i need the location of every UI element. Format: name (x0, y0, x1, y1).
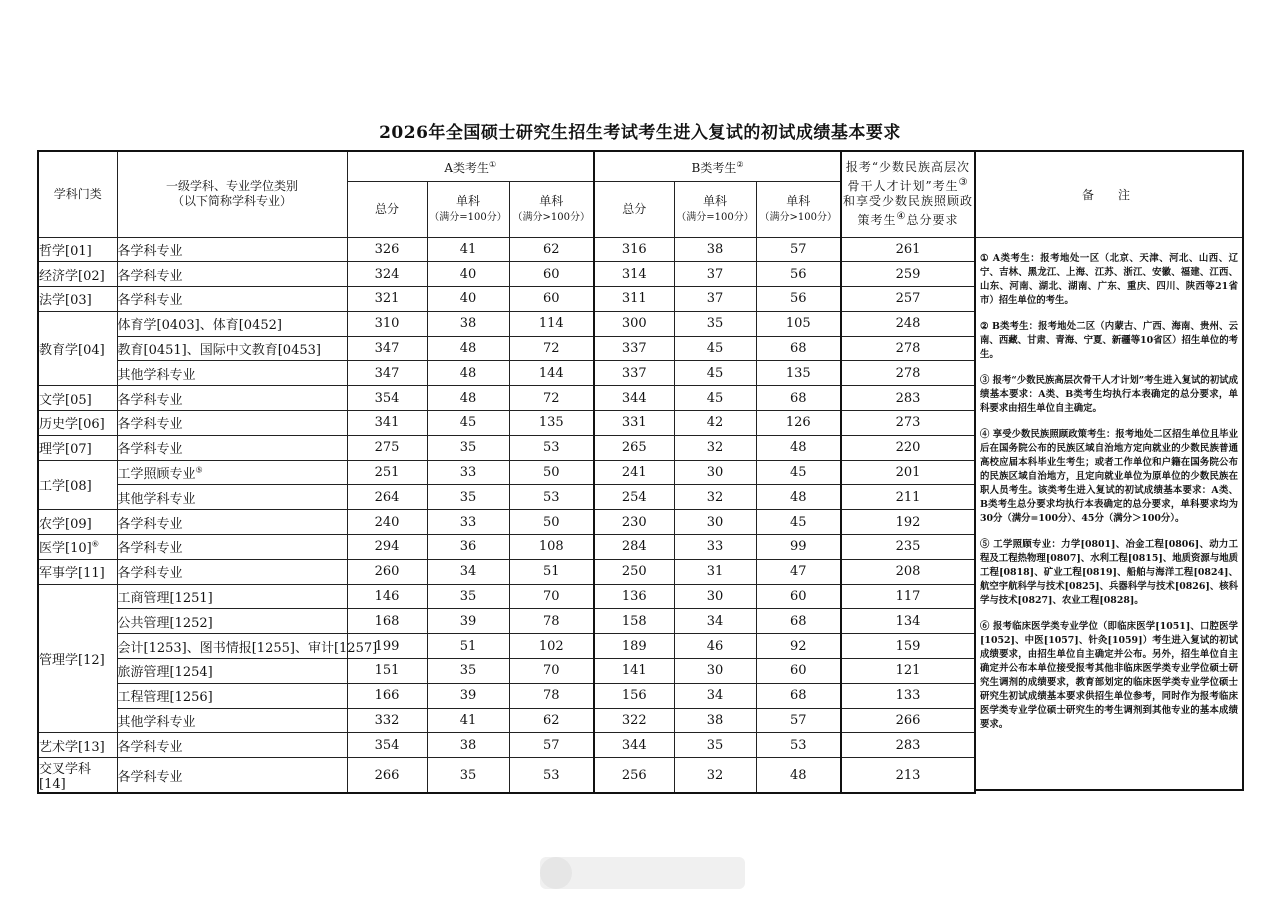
b-total-cell: 241 (594, 460, 674, 485)
a-single-100-cell: 40 (427, 262, 509, 287)
a-single-gt100-cell: 135 (509, 411, 594, 436)
a-single-gt100-cell: 144 (509, 361, 594, 386)
a-single-gt100-cell: 53 (509, 758, 594, 794)
a-total-cell: 168 (347, 609, 427, 634)
a-total-cell: 341 (347, 411, 427, 436)
b-single-100-cell: 30 (674, 460, 756, 485)
discipline-cell: 各学科专业 (117, 758, 347, 794)
a-single-gt100-cell: 62 (509, 708, 594, 733)
minority-total-cell: 283 (841, 386, 975, 411)
header-a-total: 总分 (347, 181, 427, 237)
discipline-cell: 各学科专业 (117, 559, 347, 584)
discipline-cell: 旅游管理[1254] (117, 659, 347, 684)
a-total-cell: 260 (347, 559, 427, 584)
footer-pill-icon (540, 857, 572, 889)
table-row (38, 510, 975, 535)
a-single-gt100-cell: 51 (509, 559, 594, 584)
table-row (38, 336, 975, 361)
note-6: ⑥ 报考临床医学类专业学位（即临床医学[1051]、口腔医学[1052]、中医[1057]、针灸[1059]）考生进入复试的初试成绩要求，由招生单位自主确定并公布。另外，招生单位自主确定并公布本单位接受报考其他非临床医学类专业学位硕士研究生调剂的成绩要求，教育部划定的临床医学类专业学位硕士研究生初试成绩基本要求供招生单位参考，同时作为报考临床医学类专业学位硕士研究生的考生调剂到其他专业的基本成绩要求。 (980, 621, 1238, 730)
a-single-100-cell: 35 (427, 758, 509, 794)
b-total-cell: 316 (594, 237, 674, 262)
minority-total-cell: 159 (841, 634, 975, 659)
a-single-gt100-cell: 57 (509, 733, 594, 758)
a-single-gt100-cell: 62 (509, 237, 594, 262)
a-single-100-cell: 36 (427, 535, 509, 560)
a-total-cell: 347 (347, 336, 427, 361)
b-single-100-cell: 45 (674, 361, 756, 386)
b-total-cell: 136 (594, 584, 674, 609)
b-single-gt100-cell: 48 (756, 485, 841, 510)
minority-total-cell: 259 (841, 262, 975, 287)
b-single-100-cell: 38 (674, 237, 756, 262)
table-row (38, 237, 975, 262)
discipline-cell: 工程管理[1256] (117, 683, 347, 708)
b-single-100-cell: 34 (674, 609, 756, 634)
a-total-cell: 264 (347, 485, 427, 510)
minority-total-cell: 134 (841, 609, 975, 634)
a-single-100-cell: 35 (427, 435, 509, 460)
a-total-cell: 251 (347, 460, 427, 485)
b-single-gt100-cell: 68 (756, 386, 841, 411)
table-row (38, 386, 975, 411)
header-category: 学科门类 (38, 151, 117, 237)
a-single-gt100-cell: 60 (509, 262, 594, 287)
b-single-100-cell: 38 (674, 708, 756, 733)
a-total-cell: 347 (347, 361, 427, 386)
b-single-gt100-cell: 48 (756, 758, 841, 794)
b-total-cell: 256 (594, 758, 674, 794)
category-cell: 医学[10]⑥ (38, 535, 117, 560)
b-total-cell: 284 (594, 535, 674, 560)
b-single-100-cell: 35 (674, 311, 756, 336)
table-row (38, 311, 975, 336)
a-single-gt100-cell: 60 (509, 287, 594, 312)
category-cell: 经济学[02] (38, 262, 117, 287)
minority-total-cell: 248 (841, 311, 975, 336)
category-cell: 文学[05] (38, 386, 117, 411)
header-b-single-gt100: 单科 （满分>100分） (756, 181, 841, 237)
minority-total-cell: 208 (841, 559, 975, 584)
table-row (38, 584, 975, 609)
a-single-100-cell: 51 (427, 634, 509, 659)
minority-total-cell: 278 (841, 361, 975, 386)
b-single-gt100-cell: 135 (756, 361, 841, 386)
discipline-cell: 各学科专业 (117, 386, 347, 411)
a-total-cell: 332 (347, 708, 427, 733)
a-single-gt100-cell: 72 (509, 386, 594, 411)
table-row (38, 262, 975, 287)
b-single-gt100-cell: 56 (756, 287, 841, 312)
discipline-cell: 各学科专业 (117, 237, 347, 262)
a-single-100-cell: 39 (427, 609, 509, 634)
a-single-gt100-cell: 70 (509, 659, 594, 684)
a-total-cell: 354 (347, 386, 427, 411)
minority-total-cell: 261 (841, 237, 975, 262)
b-single-100-cell: 33 (674, 535, 756, 560)
b-single-gt100-cell: 47 (756, 559, 841, 584)
a-single-100-cell: 33 (427, 460, 509, 485)
a-total-cell: 240 (347, 510, 427, 535)
minority-total-cell: 213 (841, 758, 975, 794)
a-single-gt100-cell: 50 (509, 510, 594, 535)
a-single-gt100-cell: 50 (509, 460, 594, 485)
b-single-gt100-cell: 57 (756, 237, 841, 262)
note-4: ④ 享受少数民族照顾政策考生：报考地处二区招生单位且毕业后在国务院公布的民族区域自治地方定向就业的少数民族普通高校应届本科毕业生考生；或者工作单位和户籍在国务院公布的民族区域自治地方，且定向就业单位为原单位的少数民族在职人员考生。该类考生进入复试的初试成绩基本要求：A类、B类考生总分要求均执行本表确定的总分要求，单科要求均为30分（满分=100分）、45分（满分＞100分）。 (980, 429, 1238, 524)
b-single-100-cell: 32 (674, 485, 756, 510)
table-row (38, 287, 975, 312)
b-single-100-cell: 32 (674, 435, 756, 460)
a-single-gt100-cell: 53 (509, 435, 594, 460)
minority-total-cell: 257 (841, 287, 975, 312)
a-single-100-cell: 35 (427, 485, 509, 510)
b-single-gt100-cell: 60 (756, 584, 841, 609)
table-row (38, 683, 975, 708)
b-single-gt100-cell: 92 (756, 634, 841, 659)
a-single-100-cell: 35 (427, 584, 509, 609)
b-single-gt100-cell: 45 (756, 460, 841, 485)
b-single-100-cell: 35 (674, 733, 756, 758)
b-total-cell: 337 (594, 336, 674, 361)
b-total-cell: 314 (594, 262, 674, 287)
header-b-single-100: 单科 （满分=100分） (674, 181, 756, 237)
b-single-100-cell: 37 (674, 262, 756, 287)
b-single-100-cell: 45 (674, 386, 756, 411)
a-single-100-cell: 33 (427, 510, 509, 535)
a-single-100-cell: 35 (427, 659, 509, 684)
a-total-cell: 326 (347, 237, 427, 262)
b-single-gt100-cell: 105 (756, 311, 841, 336)
a-total-cell: 266 (347, 758, 427, 794)
b-single-100-cell: 34 (674, 683, 756, 708)
minority-total-cell: 211 (841, 485, 975, 510)
minority-total-cell: 283 (841, 733, 975, 758)
a-total-cell: 324 (347, 262, 427, 287)
category-cell: 艺术学[13] (38, 733, 117, 758)
b-total-cell: 300 (594, 311, 674, 336)
category-cell: 理学[07] (38, 435, 117, 460)
b-single-100-cell: 32 (674, 758, 756, 794)
minority-total-cell: 235 (841, 535, 975, 560)
a-total-cell: 146 (347, 584, 427, 609)
discipline-cell: 工学照顾专业⑤ (117, 460, 347, 485)
remarks-notes (980, 252, 1238, 744)
b-total-cell: 189 (594, 634, 674, 659)
b-single-100-cell: 30 (674, 659, 756, 684)
discipline-cell: 各学科专业 (117, 535, 347, 560)
minority-total-cell: 201 (841, 460, 975, 485)
minority-total-cell: 133 (841, 683, 975, 708)
table-row (38, 758, 975, 794)
b-single-gt100-cell: 68 (756, 336, 841, 361)
header-a-single-100: 单科 （满分=100分） (427, 181, 509, 237)
a-single-100-cell: 34 (427, 559, 509, 584)
b-total-cell: 311 (594, 287, 674, 312)
a-single-100-cell: 48 (427, 386, 509, 411)
a-total-cell: 151 (347, 659, 427, 684)
header-discipline: 一级学科、专业学位类别 （以下简称学科专业） (117, 151, 347, 237)
discipline-cell: 各学科专业 (117, 733, 347, 758)
discipline-cell: 体育学[0403]、体育[0452] (117, 311, 347, 336)
a-single-100-cell: 48 (427, 336, 509, 361)
category-cell: 交叉学科[14] (38, 758, 117, 794)
b-single-100-cell: 42 (674, 411, 756, 436)
table-row (38, 411, 975, 436)
minority-total-cell: 220 (841, 435, 975, 460)
b-single-gt100-cell: 68 (756, 609, 841, 634)
a-single-100-cell: 38 (427, 733, 509, 758)
b-total-cell: 322 (594, 708, 674, 733)
a-single-gt100-cell: 108 (509, 535, 594, 560)
b-single-gt100-cell: 56 (756, 262, 841, 287)
a-total-cell: 354 (347, 733, 427, 758)
discipline-cell: 会计[1253]、图书情报[1255]、审计[1257] (117, 634, 347, 659)
a-single-gt100-cell: 78 (509, 609, 594, 634)
category-cell: 哲学[01] (38, 237, 117, 262)
note-1: ① A类考生：报考地处一区（北京、天津、河北、山西、辽宁、吉林、黑龙江、上海、江苏、浙江、安徽、福建、江西、山东、河南、湖北、湖南、广东、重庆、四川、陕西等21省市）招生单位的考生。 (980, 253, 1238, 306)
b-total-cell: 344 (594, 733, 674, 758)
a-single-gt100-cell: 72 (509, 336, 594, 361)
discipline-cell: 各学科专业 (117, 262, 347, 287)
a-single-gt100-cell: 70 (509, 584, 594, 609)
note-5: ⑤ 工学照顾专业：力学[0801]、冶金工程[0806]、动力工程及工程热物理[0807]、水利工程[0815]、地质资源与地质工程[0818]、矿业工程[0819]、船舶与海洋工程[0824]、航空宇航科学与技术[0825]、兵器科学与技术[0826]、核科学与技术[0827]、农业工程[0828]。 (980, 539, 1238, 606)
category-cell: 管理学[12] (38, 584, 117, 733)
table-row (38, 609, 975, 634)
a-single-100-cell: 40 (427, 287, 509, 312)
b-single-gt100-cell: 99 (756, 535, 841, 560)
header-a-single-gt100: 单科 （满分>100分） (509, 181, 594, 237)
a-single-gt100-cell: 102 (509, 634, 594, 659)
discipline-cell: 各学科专业 (117, 411, 347, 436)
b-single-100-cell: 30 (674, 584, 756, 609)
minority-total-cell: 278 (841, 336, 975, 361)
category-cell: 工学[08] (38, 460, 117, 510)
table-row (38, 485, 975, 510)
b-total-cell: 265 (594, 435, 674, 460)
discipline-cell: 公共管理[1252] (117, 609, 347, 634)
category-cell: 教育学[04] (38, 311, 117, 385)
a-single-gt100-cell: 78 (509, 683, 594, 708)
b-total-cell: 344 (594, 386, 674, 411)
a-total-cell: 275 (347, 435, 427, 460)
remarks-header: 备 注 (976, 152, 1242, 238)
b-total-cell: 337 (594, 361, 674, 386)
discipline-cell: 各学科专业 (117, 287, 347, 312)
a-single-100-cell: 45 (427, 411, 509, 436)
image-footer-bar (540, 857, 745, 889)
a-total-cell: 321 (347, 287, 427, 312)
minority-total-cell: 192 (841, 510, 975, 535)
discipline-cell: 其他学科专业 (117, 708, 347, 733)
a-single-100-cell: 39 (427, 683, 509, 708)
discipline-cell: 教育[0451]、国际中文教育[0453] (117, 336, 347, 361)
b-single-gt100-cell: 53 (756, 733, 841, 758)
header-group-b: B类考生② (594, 151, 841, 181)
b-single-gt100-cell: 68 (756, 683, 841, 708)
b-single-gt100-cell: 48 (756, 435, 841, 460)
a-single-gt100-cell: 114 (509, 311, 594, 336)
discipline-cell: 各学科专业 (117, 435, 347, 460)
b-single-100-cell: 30 (674, 510, 756, 535)
category-cell: 法学[03] (38, 287, 117, 312)
table-row (38, 708, 975, 733)
table-row (38, 460, 975, 485)
table-row (38, 559, 975, 584)
b-total-cell: 156 (594, 683, 674, 708)
category-cell: 历史学[06] (38, 411, 117, 436)
a-single-100-cell: 41 (427, 237, 509, 262)
score-requirements-table (37, 150, 976, 794)
a-single-gt100-cell: 53 (509, 485, 594, 510)
a-single-100-cell: 48 (427, 361, 509, 386)
minority-total-cell: 266 (841, 708, 975, 733)
b-single-gt100-cell: 126 (756, 411, 841, 436)
b-single-100-cell: 45 (674, 336, 756, 361)
header-minority: 报考“少数民族高层次骨干人才计划”考生③和享受少数民族照顾政策考生④总分要求 (841, 151, 975, 237)
b-single-100-cell: 37 (674, 287, 756, 312)
minority-total-cell: 273 (841, 411, 975, 436)
discipline-cell: 工商管理[1251] (117, 584, 347, 609)
table-row (38, 634, 975, 659)
b-single-gt100-cell: 57 (756, 708, 841, 733)
minority-total-cell: 121 (841, 659, 975, 684)
note-3: ③ 报考“少数民族高层次骨干人才计划”考生进入复试的初试成绩基本要求：A类、B类考生均执行本表确定的总分要求，单科要求由招生单位自主确定。 (980, 375, 1238, 414)
b-total-cell: 331 (594, 411, 674, 436)
table-row (38, 435, 975, 460)
a-total-cell: 166 (347, 683, 427, 708)
b-total-cell: 254 (594, 485, 674, 510)
a-total-cell: 294 (347, 535, 427, 560)
discipline-cell: 各学科专业 (117, 510, 347, 535)
a-total-cell: 310 (347, 311, 427, 336)
header-b-total: 总分 (594, 181, 674, 237)
a-single-100-cell: 38 (427, 311, 509, 336)
b-total-cell: 230 (594, 510, 674, 535)
a-single-100-cell: 41 (427, 708, 509, 733)
b-single-100-cell: 46 (674, 634, 756, 659)
b-single-gt100-cell: 45 (756, 510, 841, 535)
table-row (38, 659, 975, 684)
a-total-cell: 199 (347, 634, 427, 659)
remarks-panel (974, 150, 1244, 791)
minority-total-cell: 117 (841, 584, 975, 609)
b-total-cell: 158 (594, 609, 674, 634)
note-2: ② B类考生：报考地处二区（内蒙古、广西、海南、贵州、云南、西藏、甘肃、青海、宁夏、新疆等10省区）招生单位的考生。 (980, 321, 1238, 360)
b-total-cell: 250 (594, 559, 674, 584)
b-total-cell: 141 (594, 659, 674, 684)
b-single-100-cell: 31 (674, 559, 756, 584)
discipline-cell: 其他学科专业 (117, 485, 347, 510)
discipline-cell: 其他学科专业 (117, 361, 347, 386)
b-single-gt100-cell: 60 (756, 659, 841, 684)
table-row (38, 733, 975, 758)
header-group-a: A类考生① (347, 151, 594, 181)
page-title: 2026年全国硕士研究生招生考试考生进入复试的初试成绩基本要求 (379, 123, 901, 143)
table-row (38, 361, 975, 386)
table-row (38, 535, 975, 560)
category-cell: 农学[09] (38, 510, 117, 535)
category-cell: 军事学[11] (38, 559, 117, 584)
